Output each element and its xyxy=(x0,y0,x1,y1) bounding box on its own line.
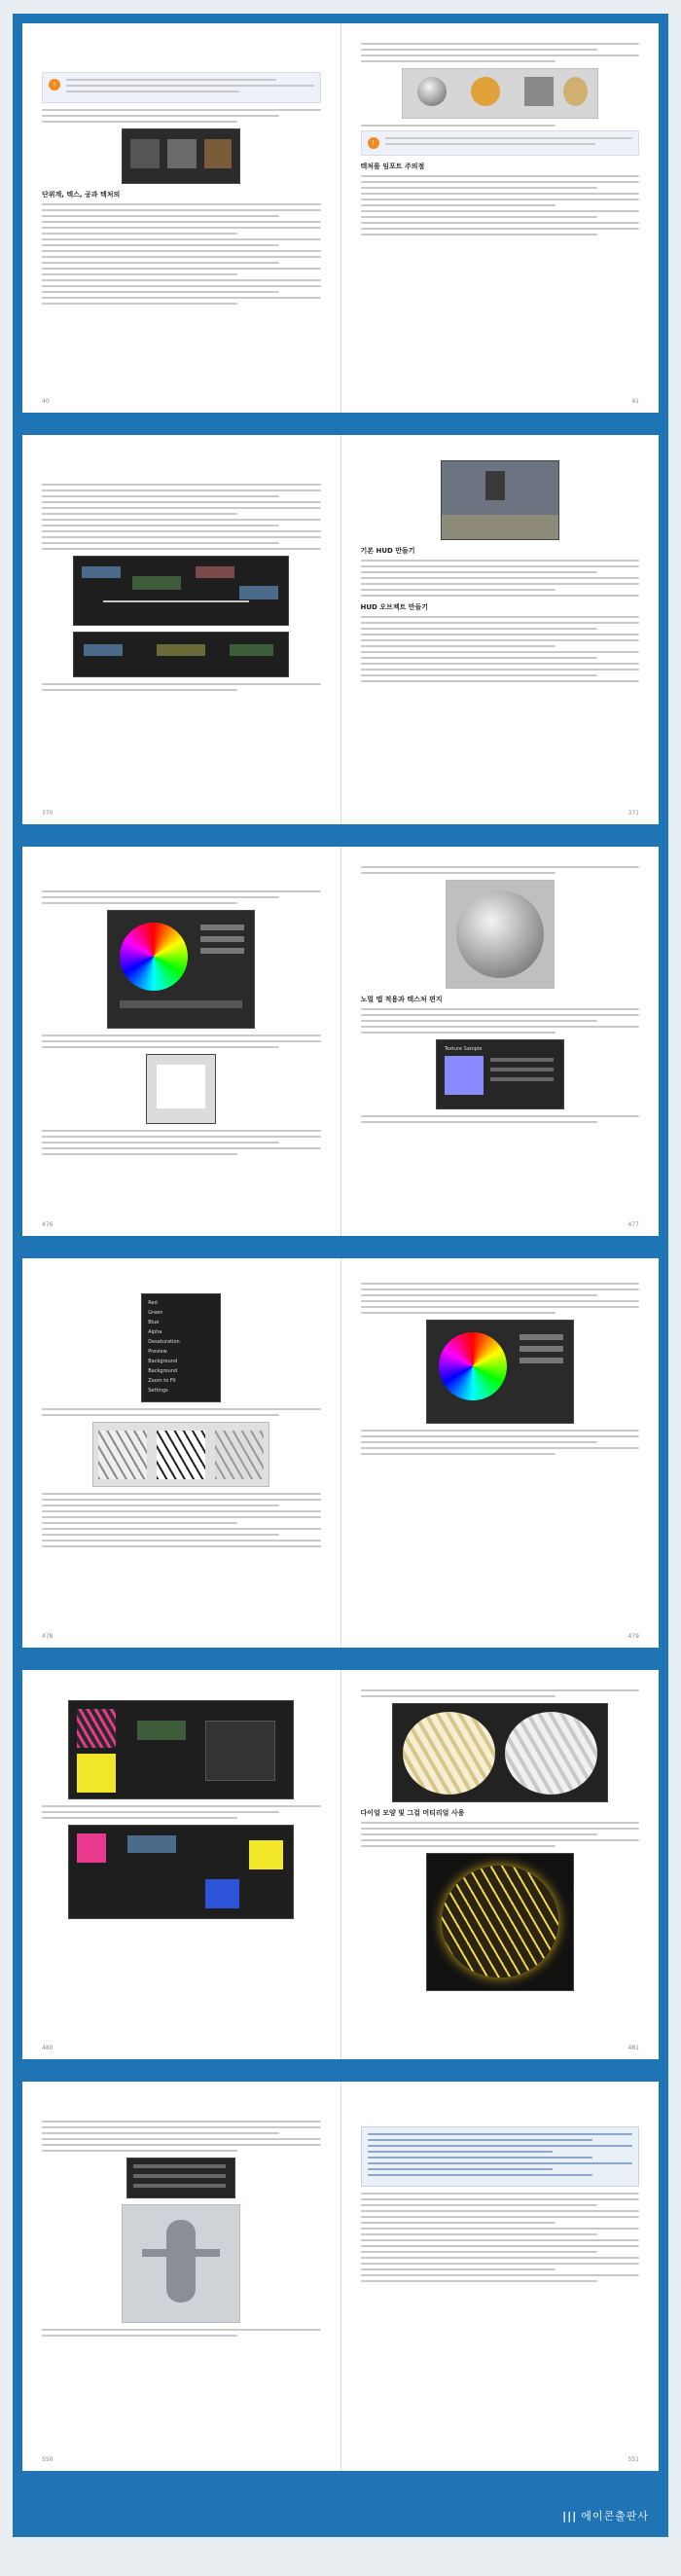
page-left xyxy=(22,2082,341,2471)
spread-6 xyxy=(22,2082,659,2471)
page-frame xyxy=(13,14,668,2537)
section-heading: 텍처를 임포트 주의점 xyxy=(360,163,425,170)
page-left xyxy=(22,435,341,824)
page-right xyxy=(341,435,660,824)
game-screenshot xyxy=(441,460,559,540)
sphere-comparison-figure xyxy=(392,1703,608,1802)
info-icon: ! xyxy=(368,137,379,149)
sphere-figure xyxy=(446,880,555,989)
character-viewport-figure xyxy=(122,2204,240,2323)
page-left xyxy=(22,1258,341,1648)
page-number: 476 xyxy=(42,1221,54,1228)
page-right xyxy=(341,23,660,413)
node-graph-figure xyxy=(68,1825,294,1919)
spread-4 xyxy=(22,1258,659,1648)
publisher-logo: ||| 에이콘출판사 xyxy=(562,2510,649,2522)
spread-3 xyxy=(22,847,659,1236)
page-right xyxy=(341,2082,660,2471)
page-number: 371 xyxy=(627,810,639,816)
page-number: 478 xyxy=(42,1633,54,1640)
section-heading: 노멀 맵 적용과 텍스처 편지 xyxy=(360,996,443,1003)
page-number: 40 xyxy=(42,398,50,405)
page-left xyxy=(22,23,341,413)
node-graph-figure xyxy=(68,1700,294,1799)
spread-2 xyxy=(22,435,659,824)
section-heading: 기본 HUD 만들기 xyxy=(360,547,415,555)
context-menu-figure: Red Green Blue Alpha Desaturation Preview Background Background Zoom to Fit Settings xyxy=(141,1293,221,1402)
page-right xyxy=(341,1670,660,2059)
page-right xyxy=(341,1258,660,1648)
material-preview-figure xyxy=(146,1054,216,1124)
page-number: 370 xyxy=(42,810,54,816)
mesh-settings-figure xyxy=(126,2158,235,2198)
hexagon-pattern-figure xyxy=(92,1422,269,1487)
figure xyxy=(402,68,598,119)
note-box xyxy=(42,72,321,103)
color-picker-figure xyxy=(426,1320,574,1424)
section-heading: 다이얼 모양 및 그걸 머티리얼 사용 xyxy=(360,1809,465,1817)
spread-1 xyxy=(22,23,659,413)
info-icon: ! xyxy=(49,79,60,91)
page-left xyxy=(22,847,341,1236)
spread-5 xyxy=(22,1670,659,2059)
node-graph-figure xyxy=(73,632,289,677)
glowing-sphere-figure xyxy=(426,1853,574,1991)
figure xyxy=(122,128,240,184)
page-left xyxy=(22,1670,341,2059)
note-box xyxy=(361,130,640,156)
section-heading: 단위계, 텍스, 공과 텍처의 xyxy=(42,191,121,199)
page-number: 477 xyxy=(627,1221,639,1228)
page-number: 481 xyxy=(627,2045,639,2051)
texture-sample-panel: Texture Sample xyxy=(436,1039,564,1109)
page-number: 550 xyxy=(42,2456,54,2463)
node-graph-figure xyxy=(73,556,289,626)
page-number: 41 xyxy=(631,398,639,405)
page-number: 479 xyxy=(627,1633,639,1640)
section-heading: HUD 오브젝트 만들기 xyxy=(360,603,429,611)
page-number: 480 xyxy=(42,2045,54,2051)
code-block xyxy=(361,2126,640,2187)
page-right xyxy=(341,847,660,1236)
page-number: 551 xyxy=(627,2456,639,2463)
color-picker-figure xyxy=(107,910,255,1029)
